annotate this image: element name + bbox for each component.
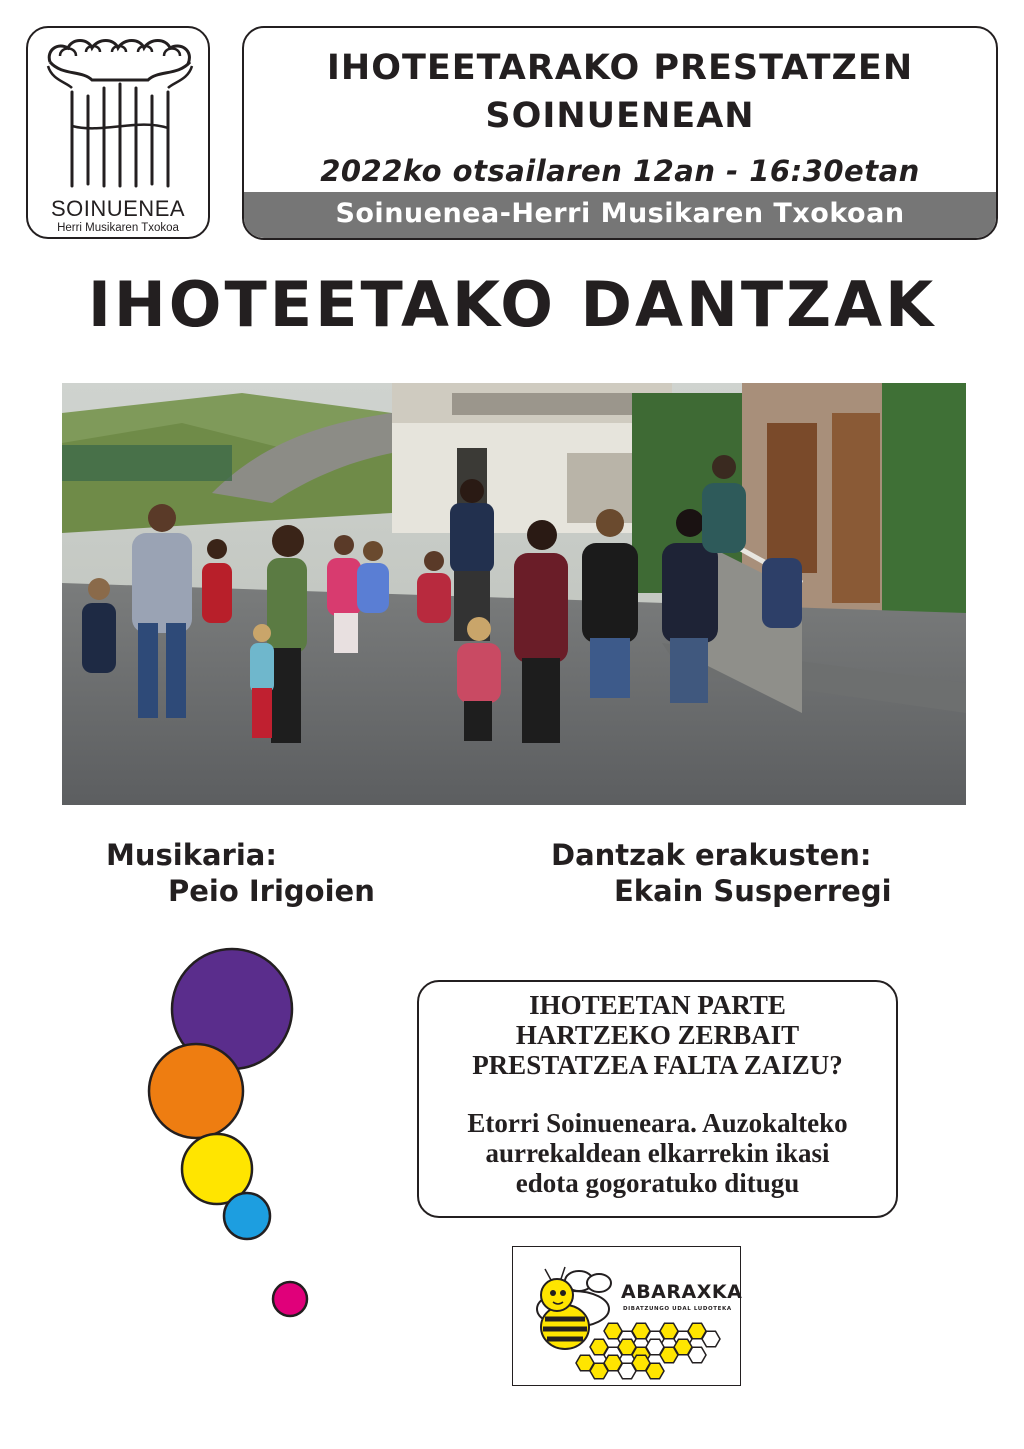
logo-name: SOINUENEA: [50, 196, 186, 221]
circle-orange: [149, 1044, 243, 1138]
event-photo: [62, 383, 966, 805]
event-header: [242, 26, 998, 240]
info-question: [419, 990, 896, 1080]
bee-icon: [513, 1247, 739, 1384]
info-question-line: HARTZEKO ZERBAIT: [515, 1020, 800, 1050]
honeycomb-cell: [688, 1347, 706, 1363]
header-title-line1: IHOTEETARAKO PRESTATZEN: [326, 48, 914, 88]
event-date: 2022ko otsailaren 12an - 16:30etan: [320, 154, 920, 188]
info-text-line: edota gogoratuko ditugu: [515, 1168, 800, 1198]
honeycomb-cell: [646, 1363, 664, 1379]
soinuenea-logo: [26, 26, 210, 239]
sponsor-name: ABARAXKA: [621, 1281, 743, 1303]
info-box: [417, 980, 898, 1218]
header-title-line2: SOINUENEAN: [485, 96, 755, 136]
harp-pillar-icon: [42, 36, 198, 200]
info-question-line: IHOTEETAN PARTE: [529, 990, 786, 1020]
photo-icon: [62, 383, 966, 805]
honeycomb-cell: [702, 1331, 720, 1347]
musician-label: Musikaria:: [106, 838, 277, 872]
logo-subtitle: Herri Musikaren Txokoa: [57, 222, 179, 234]
circle-pink: [273, 1282, 307, 1316]
decorative-circles: [140, 940, 340, 1330]
info-question-line: PRESTATZEA FALTA ZAIZU?: [472, 1050, 843, 1080]
event-place: Soinuenea-Herri Musikaren Txokoan: [244, 192, 996, 238]
sponsor-tagline: DIBATZUNGO UDAL LUDOTEKA: [623, 1306, 732, 1312]
sponsor-logo: [512, 1246, 741, 1386]
page-title: IHOTEETAKO DANTZAK: [87, 268, 937, 341]
info-text-line: Etorri Soinueneara. Auzokalteko: [467, 1108, 848, 1138]
dance-teacher-label: Dantzak erakusten:: [551, 838, 872, 872]
circle-blue: [224, 1193, 270, 1239]
dance-teacher-name: Ekain Susperregi: [614, 874, 892, 908]
info-text-line: aurrekaldean elkarrekin ikasi: [485, 1138, 830, 1168]
musician-name: Peio Irigoien: [168, 874, 375, 908]
info-text: [419, 1108, 896, 1198]
